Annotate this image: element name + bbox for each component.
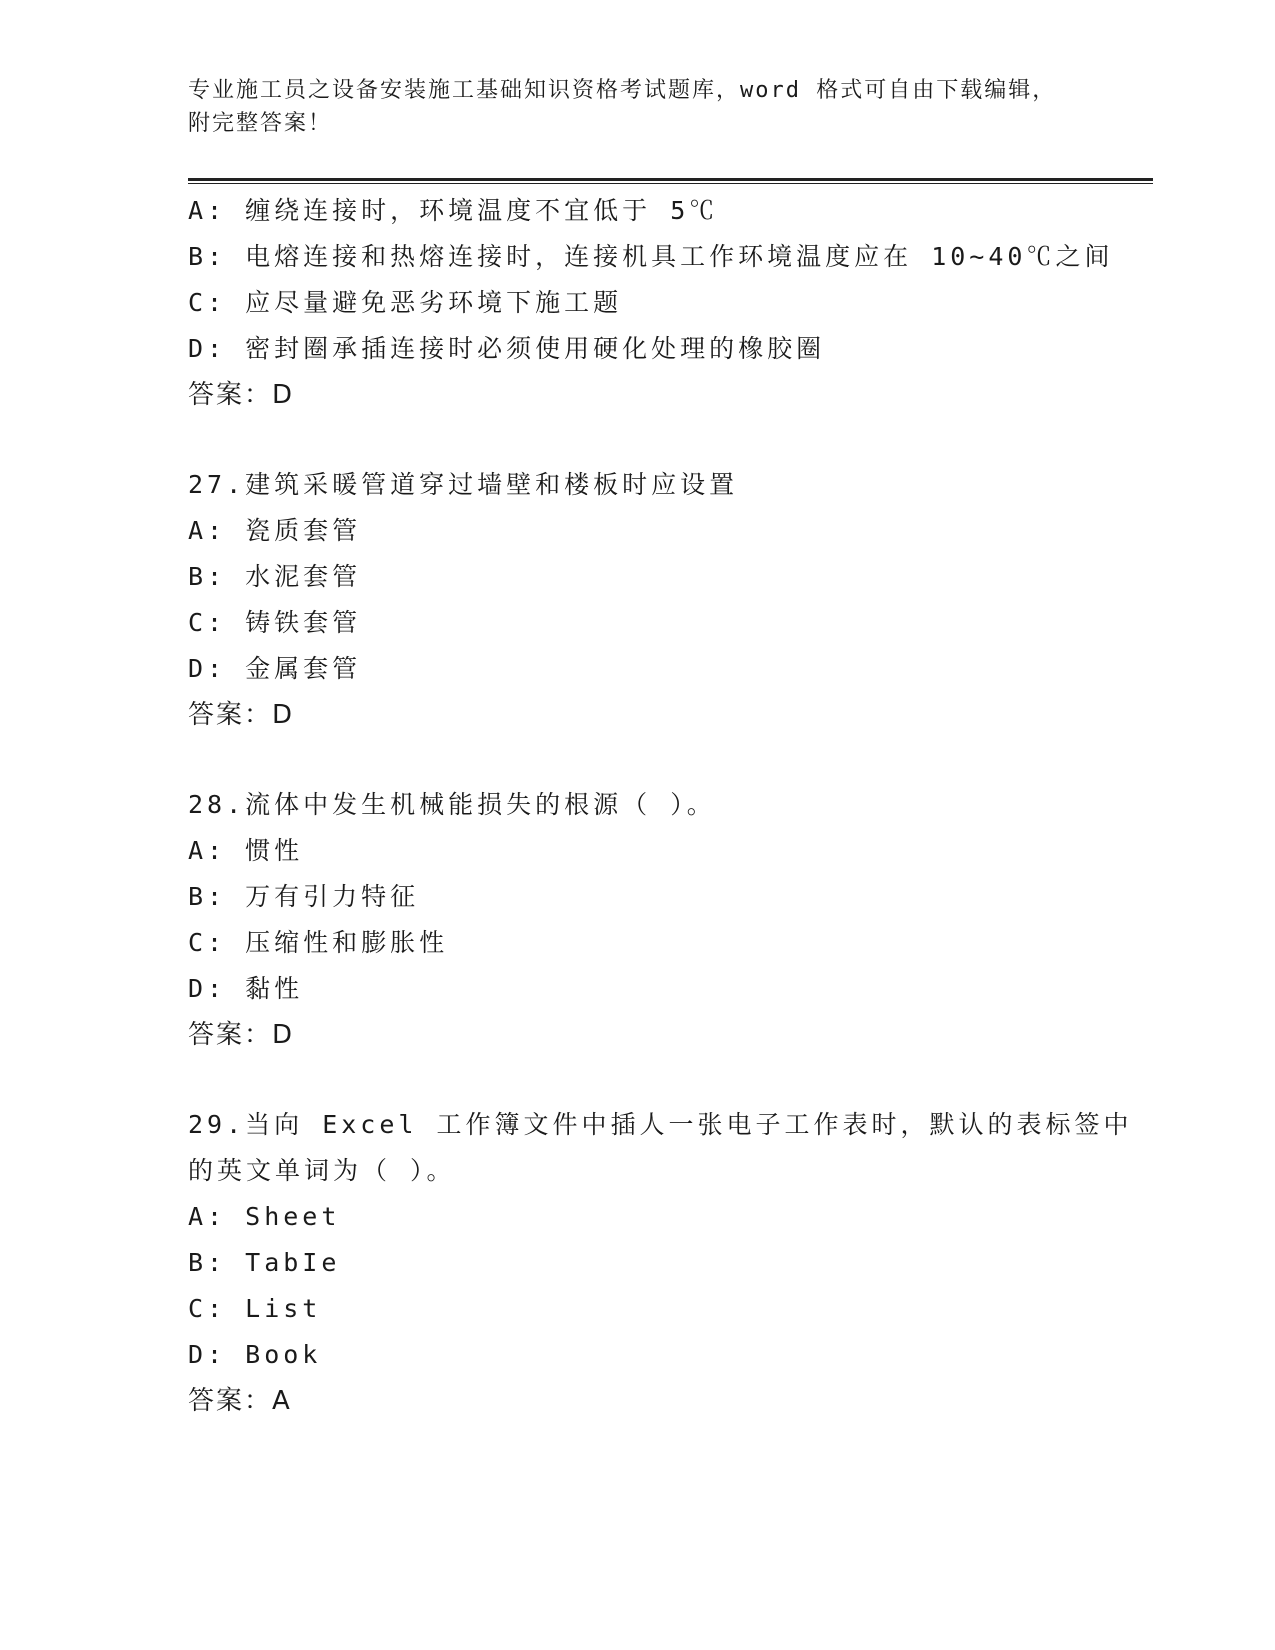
option-c: C: 铸铁套管	[188, 608, 362, 637]
answer-line: 答案：A	[188, 1386, 292, 1416]
option-a: A: 瓷质套管	[188, 516, 362, 545]
option-d: D: 黏性	[188, 974, 304, 1003]
question-text-line-2: 的英文单词为（ ）。	[188, 1156, 456, 1185]
option-d: D: 密封圈承插连接时必须使用硬化处理的橡胶圈	[188, 334, 826, 363]
question-text-line-1: 29.当向 Excel 工作簿文件中插人一张电子工作表时，默认的表标签中	[188, 1110, 1133, 1139]
header-rule-thick	[188, 178, 1153, 181]
answer-line: 答案：D	[188, 1020, 295, 1050]
option-b: B: 电熔连接和热熔连接时，连接机具工作环境温度应在 10~40℃之间	[188, 242, 1114, 271]
answer-line: 答案：D	[188, 380, 295, 410]
header-line-1: 专业施工员之设备安装施工基础知识资格考试题库，word 格式可自由下载编辑，	[188, 78, 1057, 103]
question-text: 28.流体中发生机械能损失的根源（ ）。	[188, 790, 716, 819]
question-26-block	[188, 188, 1118, 418]
option-d: D: 金属套管	[188, 654, 362, 683]
option-a: A: 缠绕连接时，环境温度不宜低于 5℃	[188, 196, 719, 225]
option-d: D: Book	[188, 1340, 322, 1369]
option-c: C: 压缩性和膨胀性	[188, 928, 449, 957]
header-line-2: 附完整答案！	[188, 111, 333, 136]
header-rule-thin	[188, 183, 1153, 184]
question-29-block	[188, 1102, 1133, 1424]
option-a: A: 惯性	[188, 836, 304, 865]
question-text: 27.建筑采暖管道穿过墙壁和楼板时应设置	[188, 470, 739, 499]
option-b: B: TabIe	[188, 1248, 341, 1277]
option-b: B: 水泥套管	[188, 562, 362, 591]
option-a: A: Sheet	[188, 1202, 341, 1231]
document-header	[188, 74, 1088, 140]
question-28-block	[188, 782, 1118, 1058]
answer-line: 答案：D	[188, 700, 295, 730]
question-27-block	[188, 462, 1118, 738]
option-b: B: 万有引力特征	[188, 882, 420, 911]
option-c: C: 应尽量避免恶劣环境下施工题	[188, 288, 623, 317]
option-c: C: List	[188, 1294, 322, 1323]
question-list	[188, 188, 1133, 1424]
